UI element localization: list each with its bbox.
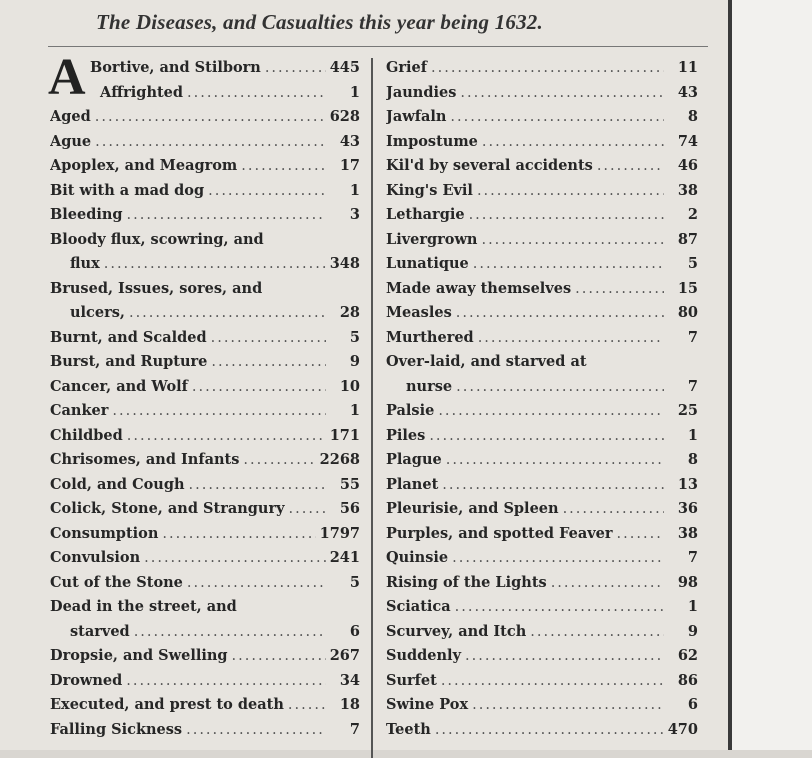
dot-leader	[617, 522, 664, 547]
table-row	[50, 497, 360, 522]
death-count: 13	[677, 475, 698, 493]
cause-name: Affrighted	[100, 83, 184, 101]
dot-leader	[241, 154, 326, 179]
cause-name: Livergrown	[386, 230, 478, 248]
dot-leader	[460, 81, 664, 106]
cause-name: Purples, and spotted Feaver	[386, 524, 613, 542]
table-row	[50, 277, 360, 302]
death-count: 1	[349, 402, 360, 419]
cause-name: Jawfaln	[386, 108, 447, 125]
table-row	[386, 497, 698, 522]
cause-name: Sciatica	[386, 598, 451, 615]
table-row	[386, 375, 698, 400]
table-row	[50, 179, 360, 204]
table-row	[50, 399, 360, 424]
dot-leader	[469, 203, 664, 228]
cause-name: Jaundies	[386, 83, 457, 101]
death-count: 46	[677, 157, 698, 174]
table-row	[386, 669, 698, 694]
death-count: 9	[349, 353, 360, 370]
cause-name: Consumption	[50, 524, 159, 542]
death-count: 74	[677, 132, 698, 150]
table-row	[386, 522, 698, 547]
table-row	[386, 179, 698, 204]
dot-leader	[104, 252, 326, 277]
death-count: 10	[339, 377, 360, 395]
cause-name: Plague	[386, 451, 442, 468]
death-count: 5	[687, 255, 698, 272]
dot-leader	[575, 277, 664, 302]
table-row	[386, 154, 698, 179]
death-count: 8	[687, 108, 698, 125]
cause-name: Dead in the street, and	[50, 598, 237, 615]
death-count: 241	[329, 549, 360, 566]
dot-leader	[144, 546, 326, 571]
cause-name: Brused, Issues, sores, and	[50, 279, 263, 297]
table-row	[386, 105, 698, 130]
death-count: 62	[677, 647, 698, 664]
drop-cap: A	[48, 49, 86, 106]
dot-leader	[597, 154, 664, 179]
dot-leader	[473, 252, 664, 277]
dot-leader	[187, 571, 326, 596]
dot-leader	[465, 644, 664, 669]
table-row	[50, 228, 360, 253]
dot-leader	[481, 228, 664, 253]
cause-name: Burst, and Rupture	[50, 353, 208, 370]
cause-name: Convulsion	[50, 549, 141, 566]
cause-name: Bleeding	[50, 206, 123, 223]
dot-leader	[129, 301, 326, 326]
table-row	[386, 546, 698, 571]
cause-name: ulcers,	[70, 304, 125, 321]
table-row	[386, 571, 698, 596]
cause-name: Ague	[50, 132, 92, 150]
dot-leader	[186, 718, 326, 743]
cause-name: Cut of the Stone	[50, 573, 183, 591]
death-count: 628	[329, 108, 360, 125]
table-row	[50, 252, 360, 277]
table-row	[50, 693, 360, 718]
table-row	[386, 399, 698, 424]
cause-name: King's Evil	[386, 181, 473, 199]
table-row	[50, 522, 360, 547]
table-row	[50, 81, 360, 106]
dot-leader	[134, 620, 326, 645]
cause-name: Piles	[386, 426, 426, 444]
cause-name: Chrisomes, and Infants	[50, 451, 240, 468]
title-rule	[48, 46, 708, 47]
dot-leader	[126, 669, 326, 694]
dot-leader	[478, 326, 664, 351]
dot-leader	[442, 473, 664, 498]
cause-name: Swine Pox	[386, 696, 469, 713]
cause-name: flux	[70, 255, 100, 272]
death-count: 2268	[319, 451, 360, 468]
death-count: 18	[339, 696, 360, 713]
dot-leader	[456, 301, 664, 326]
table-row	[386, 277, 698, 302]
table-row	[386, 448, 698, 473]
death-count: 8	[687, 451, 698, 468]
death-count: 55	[339, 475, 360, 493]
cause-name: Lunatique	[386, 255, 469, 272]
cause-name: Impostume	[386, 132, 478, 150]
death-count: 98	[677, 573, 698, 591]
table-row	[50, 203, 360, 228]
dot-leader	[189, 473, 326, 498]
death-count: 470	[667, 720, 698, 738]
table-row	[50, 56, 360, 81]
cause-name: Bit with a mad dog	[50, 181, 205, 199]
death-count: 171	[329, 426, 360, 444]
dot-leader	[456, 375, 664, 400]
cause-name: Suddenly	[386, 647, 461, 664]
dot-leader	[289, 497, 326, 522]
cause-name: Palsie	[386, 402, 435, 419]
dot-leader	[472, 693, 664, 718]
table-row	[50, 130, 360, 155]
cause-name: Murthered	[386, 328, 474, 346]
dot-leader	[265, 56, 326, 81]
death-count: 5	[349, 573, 360, 591]
death-count: 445	[329, 59, 360, 76]
table-row	[386, 424, 698, 449]
cause-name: Teeth	[386, 720, 431, 738]
cause-name: nurse	[406, 377, 453, 395]
death-count: 38	[677, 524, 698, 542]
cause-name: Made away themselves	[386, 279, 572, 297]
death-count: 17	[339, 157, 360, 174]
dot-leader	[477, 179, 664, 204]
death-count: 1797	[319, 524, 360, 542]
death-count: 7	[687, 549, 698, 566]
table-row	[386, 620, 698, 645]
table-row	[50, 644, 360, 669]
table-row	[386, 56, 698, 81]
death-count: 34	[339, 671, 360, 689]
table-row	[386, 130, 698, 155]
table-row	[50, 105, 360, 130]
dot-leader	[162, 522, 315, 547]
death-count: 86	[677, 671, 698, 689]
dot-leader	[127, 424, 326, 449]
cause-name: Aged	[50, 108, 91, 125]
left-column	[48, 49, 360, 742]
cause-name: Childbed	[50, 426, 123, 444]
cause-name: Bortive, and Stilborn	[90, 59, 261, 76]
death-count: 11	[677, 59, 698, 76]
cause-name: Planet	[386, 475, 439, 493]
dot-leader	[530, 620, 664, 645]
dot-leader	[441, 669, 664, 694]
dot-leader	[208, 179, 326, 204]
dot-leader	[127, 203, 326, 228]
death-count: 7	[687, 377, 698, 395]
cause-name: Bloody flux, scowring, and	[50, 230, 264, 248]
table-row	[50, 448, 360, 473]
dot-leader	[112, 399, 326, 424]
table-row	[50, 154, 360, 179]
death-count: 267	[329, 647, 360, 664]
table-row	[386, 228, 698, 253]
death-count: 6	[687, 696, 698, 713]
table-row	[50, 546, 360, 571]
dot-leader	[551, 571, 664, 596]
column-divider	[371, 58, 373, 758]
dot-leader	[187, 81, 326, 106]
cause-name: Quinsie	[386, 549, 449, 566]
dot-leader	[438, 399, 664, 424]
table-row	[386, 203, 698, 228]
table-row	[386, 644, 698, 669]
dot-leader	[95, 130, 326, 155]
dot-leader	[211, 326, 326, 351]
table-row	[50, 350, 360, 375]
table-row	[50, 718, 360, 743]
table-row	[50, 424, 360, 449]
cause-name: Measles	[386, 304, 452, 321]
table-row	[50, 473, 360, 498]
death-count: 56	[339, 500, 360, 517]
dot-leader	[243, 448, 315, 473]
table-row	[386, 693, 698, 718]
table-row	[50, 571, 360, 596]
cause-name: Canker	[50, 402, 109, 419]
cause-name: Scurvey, and Itch	[386, 622, 527, 640]
cause-name: Executed, and prest to death	[50, 696, 284, 713]
cause-name: Rising of the Lights	[386, 573, 547, 591]
cause-name: Grief	[386, 59, 427, 76]
death-count: 43	[339, 132, 360, 150]
death-count: 15	[677, 279, 698, 297]
death-count: 87	[677, 230, 698, 248]
table-row	[386, 595, 698, 620]
dot-leader	[232, 644, 326, 669]
cause-name: Burnt, and Scalded	[50, 328, 207, 346]
table-row	[50, 375, 360, 400]
death-count: 5	[349, 328, 360, 346]
death-count: 9	[687, 622, 698, 640]
cause-name: Dropsie, and Swelling	[50, 647, 228, 664]
table-row	[386, 301, 698, 326]
death-count: 38	[677, 181, 698, 199]
dot-leader	[192, 375, 326, 400]
death-count: 3	[349, 206, 360, 223]
table-row	[50, 620, 360, 645]
death-count: 1	[687, 426, 698, 444]
death-count: 1	[687, 598, 698, 615]
table-row	[386, 252, 698, 277]
death-count: 7	[687, 328, 698, 346]
death-count: 1	[349, 83, 360, 101]
death-count: 7	[349, 720, 360, 738]
table-row	[386, 718, 698, 743]
cause-name: Apoplex, and Meagrom	[50, 157, 238, 174]
cause-name: Surfet	[386, 671, 437, 689]
cause-name: Cancer, and Wolf	[50, 377, 188, 395]
cause-name: Pleurisie, and Spleen	[386, 500, 559, 517]
cause-name: Kil'd by several accidents	[386, 157, 593, 174]
dot-leader	[429, 424, 664, 449]
dot-leader	[450, 105, 664, 130]
death-count: 28	[339, 304, 360, 321]
table-row	[50, 595, 360, 620]
dot-leader	[563, 497, 664, 522]
table-row	[50, 669, 360, 694]
death-count: 348	[329, 255, 360, 272]
death-count: 2	[687, 206, 698, 223]
table-row	[386, 473, 698, 498]
table-row	[386, 326, 698, 351]
cause-name: Lethargie	[386, 206, 465, 223]
dot-leader	[482, 130, 664, 155]
cause-name: starved	[70, 622, 130, 640]
dot-leader	[288, 693, 326, 718]
table-row	[50, 301, 360, 326]
death-count: 25	[677, 402, 698, 419]
death-count: 6	[349, 622, 360, 640]
dot-leader	[431, 56, 664, 81]
cause-name: Over-laid, and starved at	[386, 353, 587, 370]
cause-name: Falling Sickness	[50, 720, 183, 738]
death-count: 1	[349, 181, 360, 199]
death-count: 36	[677, 500, 698, 517]
dot-leader	[446, 448, 664, 473]
table-row	[50, 326, 360, 351]
page-title: The Diseases, and Casualties this year being 1632.	[96, 10, 543, 34]
table-row	[386, 350, 698, 375]
dot-leader	[435, 718, 664, 743]
dot-leader	[455, 595, 664, 620]
dot-leader	[452, 546, 664, 571]
dot-leader	[95, 105, 326, 130]
death-count: 80	[677, 304, 698, 321]
dot-leader	[211, 350, 326, 375]
death-count: 43	[677, 83, 698, 101]
cause-name: Cold, and Cough	[50, 475, 185, 493]
cause-name: Drowned	[50, 671, 123, 689]
right-column	[386, 56, 698, 742]
table-row	[386, 81, 698, 106]
cause-name: Colick, Stone, and Strangury	[50, 500, 285, 517]
margin-area	[732, 0, 812, 750]
